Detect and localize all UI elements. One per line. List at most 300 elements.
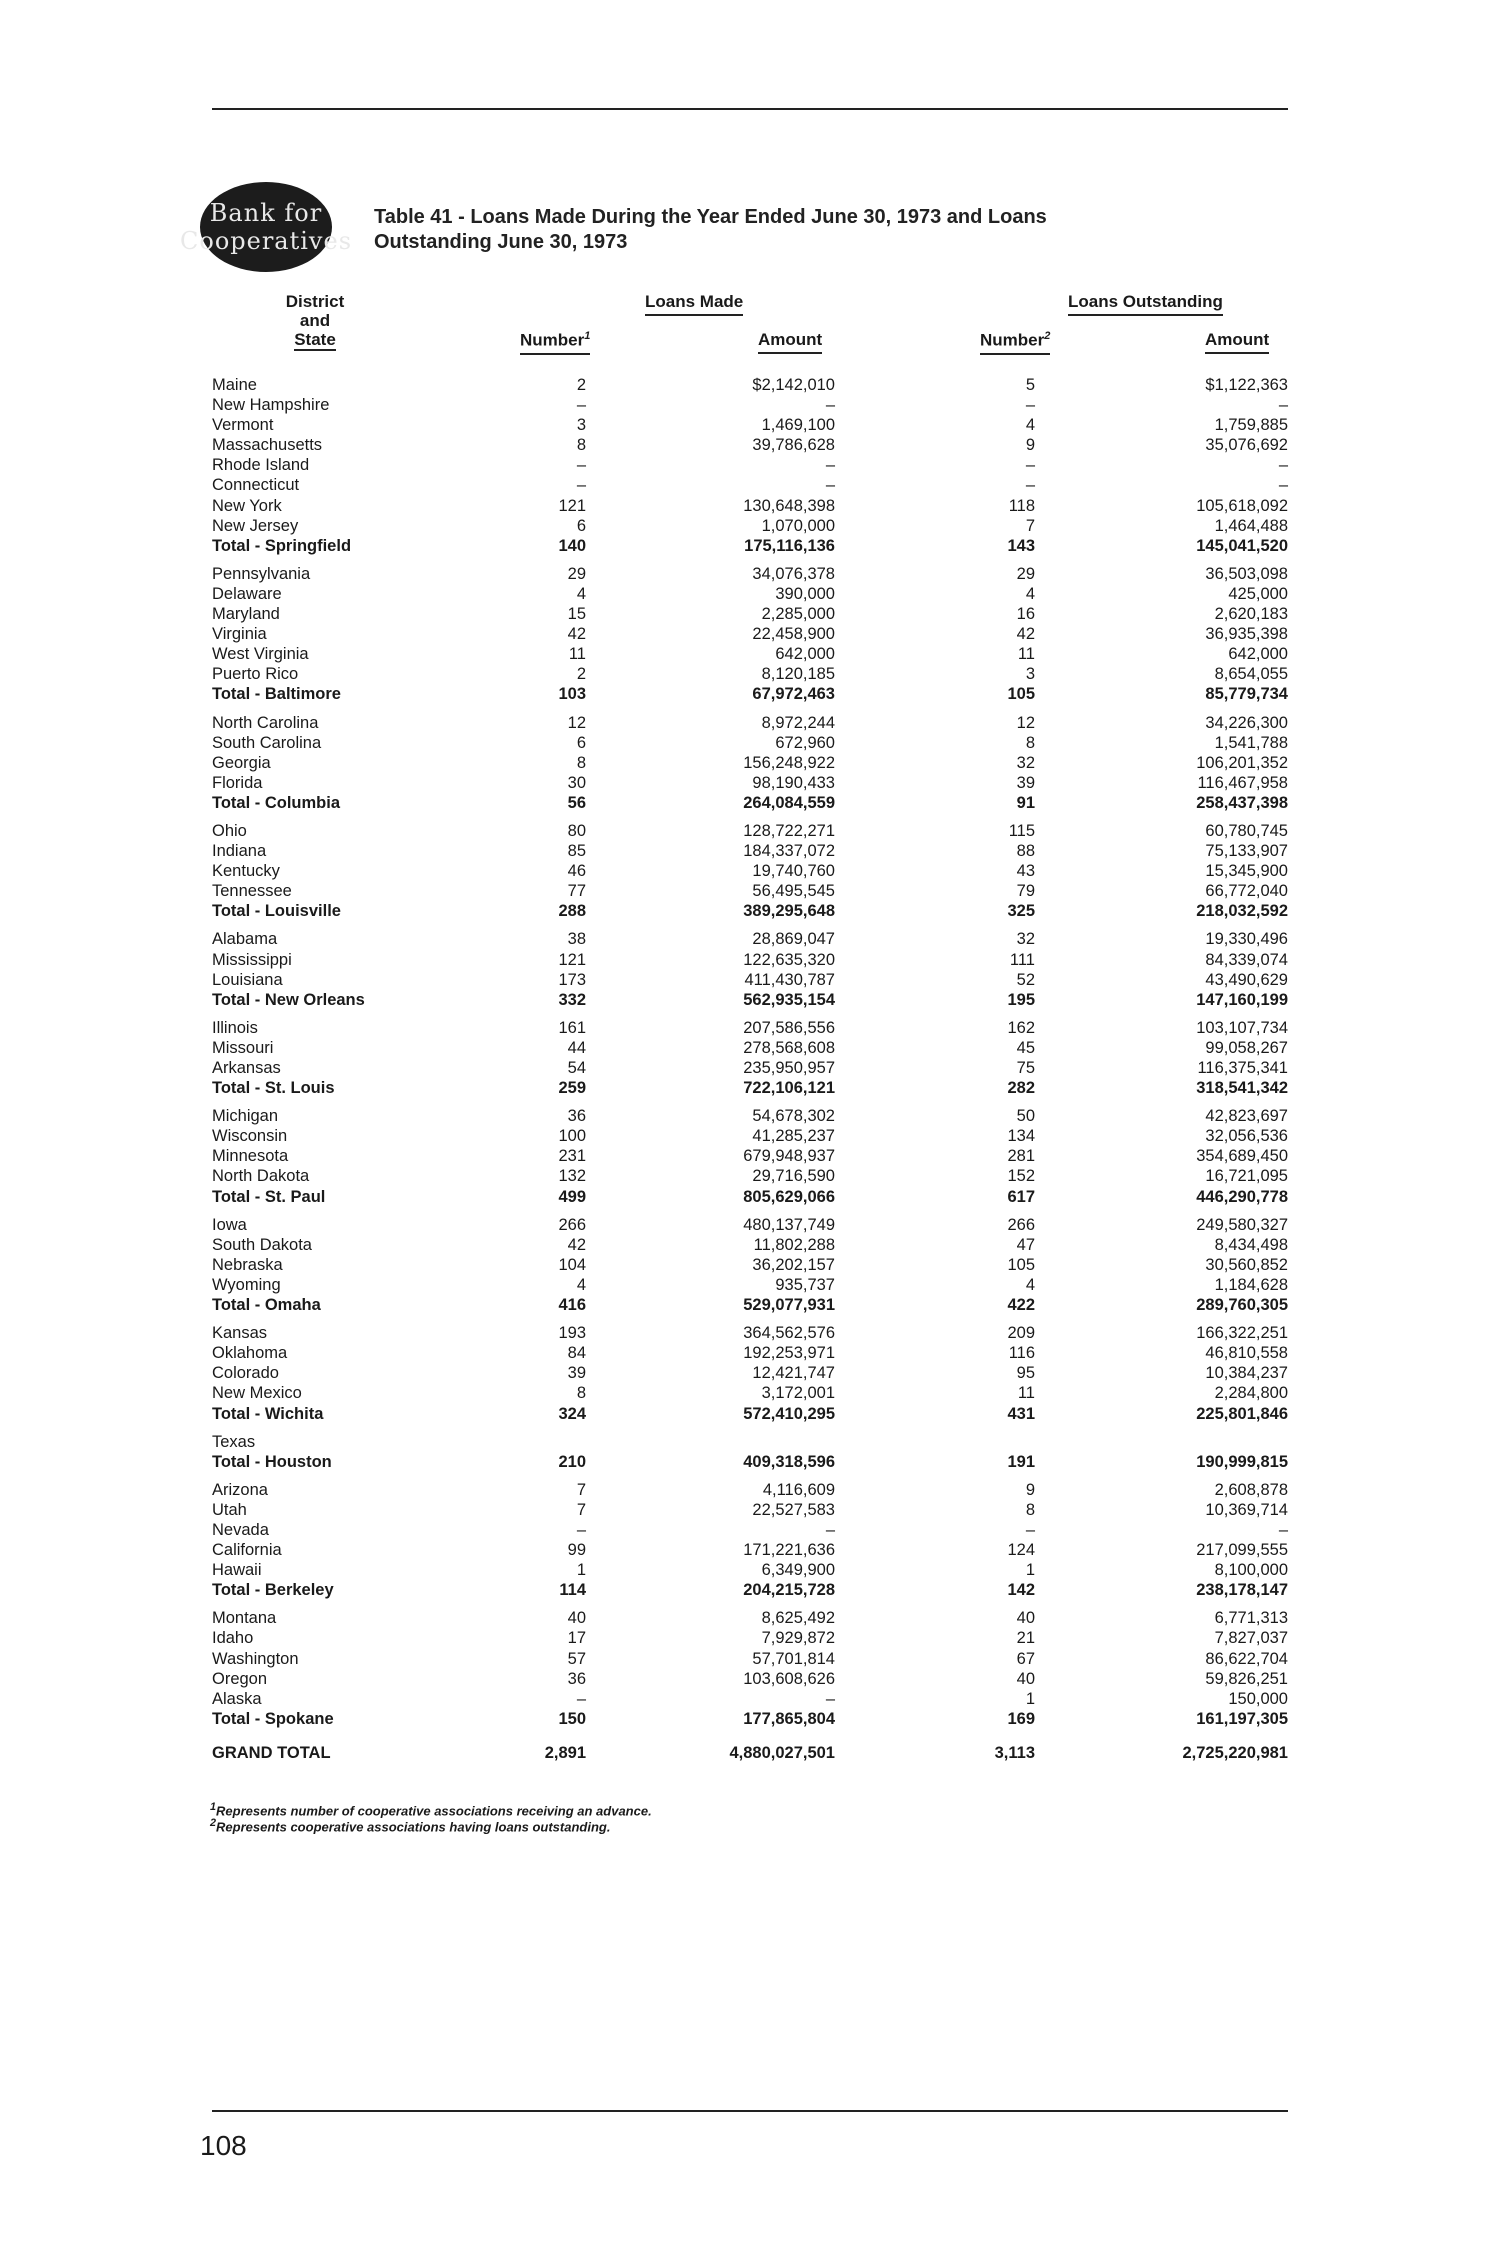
amount-outstanding-cell: 318,541,342 [1196,1079,1288,1098]
amount-outstanding-cell: 7,827,037 [1214,1629,1288,1648]
table-row [0,950,1500,970]
table-row [0,415,1500,435]
number-made-cell: 103 [558,685,586,704]
amount-made-cell: 171,221,636 [743,1541,835,1560]
state-cell: North Dakota [212,1167,310,1186]
amount-outstanding-cell: – [1278,1520,1288,1539]
number-made-cell: 11 [568,645,586,664]
number-made-footnote-mark: 1 [584,330,591,342]
state-cell: Total - New Orleans [212,990,365,1009]
amount-made-cell: 8,625,492 [761,1609,835,1628]
state-cell: Arizona [212,1480,268,1499]
number-outstanding-cell: 21 [1016,1629,1035,1648]
number-outstanding-cell: 4 [1025,584,1035,603]
table-row [0,1038,1500,1058]
amount-outstanding-cell: 42,823,697 [1205,1107,1288,1126]
number-outstanding-cell: 43 [1016,862,1035,881]
amount-outstanding-cell: 60,780,745 [1205,821,1288,840]
number-outstanding-cell: – [1025,476,1035,495]
number-made-cell: 39 [567,1364,586,1383]
table-row [0,516,1500,536]
number-made-cell: 1 [576,1561,586,1580]
amount-outstanding-cell: 2,608,878 [1214,1480,1288,1499]
number-outstanding-cell: 47 [1016,1235,1035,1254]
district-header-line-2: and [299,311,331,330]
number-made-cell: 44 [567,1038,586,1057]
amount-made-cell: 235,950,957 [743,1059,835,1077]
state-cell: South Dakota [212,1235,312,1254]
amount-made-cell: 39,786,628 [752,436,835,455]
number-outstanding-cell: 124 [1007,1541,1035,1560]
amount-outstanding-cell: 8,434,498 [1214,1235,1288,1254]
amount-made-cell: 184,337,072 [743,842,835,861]
amount-outstanding-cell: 32,056,536 [1205,1127,1288,1146]
district-total-row [0,536,1500,556]
table-row [0,881,1500,901]
number-outstanding-cell: 3 [1025,665,1035,684]
amount-outstanding-cell: 225,801,846 [1196,1404,1288,1423]
number-made-cell: 36 [567,1669,586,1688]
number-outstanding-cell: 169 [1007,1709,1035,1728]
amount-made-cell: 679,948,937 [743,1147,835,1166]
number-made-cell: 6 [576,733,586,752]
loans-table-body [0,375,1500,1763]
state-cell: Indiana [212,842,267,861]
amount-outstanding-cell: 35,076,692 [1205,436,1288,455]
number-made-cell: 266 [558,1215,586,1234]
number-made-cell: – [576,456,586,475]
amount-outstanding-cell: 354,689,450 [1196,1147,1288,1166]
table-row [0,435,1500,455]
amount-made-cell: 1,070,000 [761,516,835,535]
number-outstanding-cell: 431 [1007,1404,1035,1423]
amount-made-cell: 8,972,244 [761,713,835,732]
number-outstanding-cell: 152 [1007,1167,1035,1186]
state-cell: Missouri [212,1038,274,1057]
number-outstanding-cell: 42 [1016,625,1035,644]
amount-made-cell: 529,077,931 [743,1296,835,1315]
state-cell: Washington [212,1649,299,1668]
number-made-cell: 121 [558,496,586,515]
amount-made-header: Amount [758,330,822,354]
loans-made-header: Loans Made [645,292,743,316]
amount-outstanding-cell: 106,201,352 [1196,753,1288,772]
state-cell: Massachusetts [212,436,323,455]
bottom-rule [212,2110,1288,2112]
amount-outstanding-cell: 2,725,220,981 [1182,1743,1288,1762]
state-cell: Mississippi [212,950,292,969]
number-made-cell: 4 [576,584,586,603]
district-header-line-3: State [294,330,336,349]
state-cell: Iowa [212,1215,247,1234]
amount-outstanding-cell: 258,437,398 [1196,793,1288,812]
number-made-cell: 8 [576,753,586,772]
amount-made-cell: 36,202,157 [752,1255,835,1274]
number-outstanding-label: Number [980,330,1045,350]
number-outstanding-cell: 16 [1016,605,1035,624]
table-row [0,1540,1500,1560]
state-cell: Texas [212,1432,256,1451]
amount-outstanding-cell: 46,810,558 [1205,1344,1288,1363]
state-cell: Nebraska [212,1255,283,1274]
number-made-cell: 499 [558,1187,586,1206]
amount-made-cell: $2,142,010 [752,376,835,394]
number-made-cell: 36 [567,1107,586,1126]
number-made-cell: 77 [567,882,586,901]
amount-made-cell: 1,469,100 [761,416,835,435]
number-outstanding-cell: – [1025,396,1035,415]
amount-outstanding-cell: 1,541,788 [1214,733,1288,752]
table-row [0,584,1500,604]
table-row [0,1669,1500,1689]
amount-made-cell: 192,253,971 [743,1344,835,1363]
table-row [0,496,1500,516]
table-row [0,604,1500,624]
state-cell: North Carolina [212,713,319,732]
amount-outstanding-cell: 15,345,900 [1205,862,1288,881]
number-outstanding-cell: 209 [1007,1324,1035,1343]
amount-made-cell: 28,869,047 [752,930,835,949]
number-made-cell: 12 [567,713,586,732]
table-row [0,1106,1500,1126]
number-outstanding-cell: 111 [1009,950,1035,969]
state-cell: Total - Spokane [212,1709,334,1728]
amount-made-cell: 56,495,545 [752,882,835,901]
amount-made-cell: 3,172,001 [761,1384,835,1403]
amount-made-cell: 572,410,295 [743,1404,835,1423]
number-outstanding-cell: 105 [1007,685,1035,704]
state-cell: Kentucky [212,862,280,881]
state-cell: Rhode Island [212,456,310,475]
number-outstanding-cell: 266 [1007,1215,1035,1234]
table-row [0,1255,1500,1275]
state-cell: Montana [212,1609,277,1628]
state-cell: New Mexico [212,1384,302,1403]
number-outstanding-cell: 105 [1007,1255,1035,1274]
number-outstanding-cell: 617 [1007,1187,1035,1206]
amount-made-cell: 389,295,648 [743,902,835,921]
table-row [0,1363,1500,1383]
number-outstanding-cell: 115 [1008,821,1035,840]
state-cell: New Jersey [212,516,299,535]
amount-made-cell: 278,568,608 [743,1038,835,1057]
amount-outstanding-cell: 2,620,183 [1214,605,1288,624]
top-rule [212,108,1288,110]
amount-outstanding-cell: 99,058,267 [1205,1038,1288,1057]
table-row [0,1520,1500,1540]
state-cell: Wisconsin [212,1127,288,1146]
amount-outstanding-cell: 34,226,300 [1205,713,1288,732]
amount-made-cell: 409,318,596 [743,1452,835,1471]
number-outstanding-cell: – [1025,456,1035,475]
number-outstanding-cell: 3,113 [994,1743,1035,1762]
district-total-row [0,1187,1500,1207]
table-row [0,1166,1500,1186]
amount-outstanding-header: Amount [1205,330,1269,354]
state-cell: Tennessee [212,882,292,901]
number-made-cell: 210 [558,1452,586,1471]
number-outstanding-cell: 88 [1016,842,1035,861]
table-row [0,455,1500,475]
state-cell: Delaware [212,584,282,603]
number-made-cell: 2,891 [544,1743,586,1762]
district-header [255,292,375,351]
number-made-cell: 140 [558,536,586,555]
amount-made-cell: 128,722,271 [743,821,835,840]
number-made-cell: 173 [558,970,586,989]
table-row [0,664,1500,684]
amount-outstanding-cell: 161,197,305 [1196,1709,1288,1728]
district-total-row [0,1580,1500,1600]
table-row [0,1500,1500,1520]
number-outstanding-cell: 325 [1007,902,1035,921]
state-cell: Colorado [212,1364,279,1383]
table-row [0,733,1500,753]
state-cell: Virginia [212,625,267,644]
number-outstanding-cell: 1 [1025,1689,1035,1708]
amount-made-cell: 390,000 [775,584,835,603]
number-outstanding-cell: 162 [1007,1018,1035,1037]
number-made-cell: 259 [558,1079,586,1098]
amount-outstanding-cell: – [1278,396,1288,415]
amount-made-cell: 264,084,559 [743,793,835,812]
state-cell: West Virginia [212,645,309,664]
amount-made-cell: 41,285,237 [752,1127,835,1146]
amount-made-cell: 2,285,000 [761,605,835,624]
state-cell: New Hampshire [212,396,330,415]
number-made-cell: 40 [567,1609,586,1628]
table-row [0,861,1500,881]
state-cell: Wyoming [212,1275,281,1294]
amount-made-cell: 672,960 [775,733,835,752]
state-cell: Illinois [212,1018,258,1037]
state-cell: Louisiana [212,970,283,989]
number-made-cell: 8 [576,436,586,455]
amount-made-cell: 204,215,728 [743,1581,835,1600]
amount-made-cell: 6,349,900 [761,1561,835,1580]
number-made-cell: 288 [558,902,586,921]
state-cell: Connecticut [212,476,300,495]
amount-made-cell: 130,648,398 [743,496,835,515]
table-row [0,753,1500,773]
amount-made-cell: 4,116,609 [762,1480,835,1499]
number-outstanding-header [980,330,1050,355]
state-cell: Total - Springfield [212,536,352,555]
table-row [0,375,1500,395]
amount-outstanding-cell: – [1278,456,1288,475]
amount-outstanding-cell: 10,384,237 [1205,1364,1288,1383]
amount-made-cell: – [825,1520,835,1539]
amount-made-cell: 22,527,583 [752,1500,835,1519]
number-outstanding-cell: 8 [1025,733,1035,752]
amount-made-cell: 364,562,576 [743,1324,835,1343]
amount-made-cell: – [825,476,835,495]
amount-made-cell: 103,608,626 [743,1669,835,1688]
table-row [0,1560,1500,1580]
table-row [0,713,1500,733]
amount-made-cell: 175,116,136 [744,536,835,555]
number-outstanding-cell: 91 [1016,793,1035,812]
number-made-cell: 6 [576,516,586,535]
amount-made-cell: 7,929,872 [761,1629,835,1648]
number-outstanding-cell: 75 [1016,1059,1035,1077]
amount-made-cell: 480,137,749 [743,1215,835,1234]
amount-made-cell: 54,678,302 [752,1107,835,1126]
amount-made-cell: – [825,456,835,475]
table-row [0,564,1500,584]
amount-outstanding-cell: 145,041,520 [1196,536,1288,555]
loans-outstanding-header: Loans Outstanding [1068,292,1223,316]
table-title: Table 41 - Loans Made During the Year Ended June 30, 1973 and Loans Outstanding June 30, 1973 [374,206,1047,253]
number-made-cell: 4 [576,1275,586,1294]
number-made-cell: – [576,396,586,415]
amount-made-cell: 122,635,320 [743,950,835,969]
number-made-cell: 2 [576,665,586,684]
amount-made-cell: 12,421,747 [752,1364,835,1383]
number-made-cell: 54 [567,1059,586,1077]
number-made-cell: 3 [576,416,586,435]
table-row [0,395,1500,415]
number-made-cell: 7 [576,1480,586,1499]
amount-outstanding-cell: 59,826,251 [1205,1669,1288,1688]
amount-made-cell: 22,458,900 [752,625,835,644]
table-row [0,1275,1500,1295]
number-outstanding-cell: 1 [1025,1561,1035,1580]
state-cell: Total - Baltimore [212,685,341,704]
state-cell: California [212,1541,282,1560]
number-outstanding-cell: 4 [1025,1275,1035,1294]
amount-outstanding-cell: 19,330,496 [1205,930,1288,949]
table-row [0,1480,1500,1500]
table-row [0,1628,1500,1648]
amount-outstanding-cell: 1,464,488 [1214,516,1288,535]
state-cell: Total - Wichita [212,1404,324,1423]
number-outstanding-cell: 29 [1016,564,1035,583]
amount-made-cell: 4,880,027,501 [729,1743,835,1762]
table-row [0,1126,1500,1146]
amount-made-cell: – [825,1689,835,1708]
state-cell: New York [212,496,282,515]
district-total-row [0,1452,1500,1472]
number-outstanding-cell: 52 [1016,970,1035,989]
state-cell: Ohio [212,821,247,840]
amount-made-cell: 34,076,378 [752,564,835,583]
state-cell: Oregon [212,1669,268,1688]
footnote-2-mark: 2 [210,1817,217,1829]
amount-outstanding-cell: 642,000 [1228,645,1288,664]
number-made-cell: 15 [567,605,586,624]
state-cell: Total - Houston [212,1452,332,1471]
state-cell: Alaska [212,1689,262,1708]
table-row [0,1323,1500,1343]
amount-outstanding-cell: 116,467,958 [1197,773,1288,792]
table-row [0,644,1500,664]
table-row [0,773,1500,793]
amount-outstanding-cell: 105,618,092 [1196,496,1288,515]
number-outstanding-cell: 9 [1025,436,1035,455]
amount-outstanding-cell: 86,622,704 [1205,1649,1288,1668]
number-outstanding-cell: 40 [1016,1609,1035,1628]
number-outstanding-cell: 5 [1025,376,1035,394]
number-outstanding-cell: 281 [1007,1147,1035,1166]
state-cell: Alabama [212,930,278,949]
amount-outstanding-cell: 36,935,398 [1205,625,1288,644]
number-made-cell: 121 [558,950,586,969]
state-cell: South Carolina [212,733,322,752]
state-cell: GRAND TOTAL [212,1743,331,1762]
amount-outstanding-cell: 30,560,852 [1205,1255,1288,1274]
number-made-cell: 324 [558,1404,586,1423]
amount-outstanding-cell: 66,772,040 [1205,882,1288,901]
state-cell: Puerto Rico [212,665,299,684]
number-made-cell: 104 [558,1255,586,1274]
amount-outstanding-cell: 16,721,095 [1205,1167,1288,1186]
district-total-row [0,990,1500,1010]
state-cell: Oklahoma [212,1344,288,1363]
amount-made-cell: 19,740,760 [752,862,835,881]
footnote-1-text: Represents number of cooperative associations receiving an advance. [216,1803,652,1819]
state-cell: Total - Louisville [212,902,341,921]
number-outstanding-cell: 142 [1007,1581,1035,1600]
amount-outstanding-cell: 6,771,313 [1214,1609,1288,1628]
number-outstanding-cell: 45 [1016,1038,1035,1057]
table-row [0,1343,1500,1363]
amount-outstanding-cell: 8,654,055 [1214,665,1288,684]
table-row [0,1432,1500,1452]
amount-made-cell: 98,190,433 [752,773,835,792]
number-outstanding-cell: 50 [1016,1107,1035,1126]
number-outstanding-cell: 11 [1017,1384,1035,1403]
amount-outstanding-cell: 147,160,199 [1196,990,1288,1009]
state-cell: Total - Berkeley [212,1581,334,1600]
table-row [0,841,1500,861]
number-made-cell: 8 [576,1384,586,1403]
state-cell: Minnesota [212,1147,289,1166]
district-total-row [0,901,1500,921]
amount-outstanding-cell: 75,133,907 [1205,842,1288,861]
state-cell: Pennsylvania [212,564,311,583]
amount-outstanding-cell: 238,178,147 [1196,1581,1288,1600]
number-made-cell: 416 [558,1296,586,1315]
number-made-cell: 114 [559,1581,586,1600]
amount-outstanding-cell: 218,032,592 [1196,902,1288,921]
amount-outstanding-cell: 166,322,251 [1196,1324,1288,1343]
number-made-cell: 56 [567,793,586,812]
number-made-cell: 42 [567,625,586,644]
table-row [0,1215,1500,1235]
number-outstanding-cell: 7 [1025,516,1035,535]
number-made-label: Number [520,330,585,350]
number-made-cell: 46 [567,862,586,881]
amount-made-cell: 207,586,556 [743,1018,835,1037]
number-made-cell: 132 [558,1167,586,1186]
number-made-cell: 193 [558,1324,586,1343]
logo-line-2: Cooperatives [180,227,353,255]
state-cell: Total - Omaha [212,1296,321,1315]
amount-made-cell: 935,737 [775,1275,835,1294]
district-header-line-1: District [285,292,345,311]
number-outstanding-cell: 67 [1016,1649,1035,1668]
amount-outstanding-cell: 249,580,327 [1196,1215,1288,1234]
state-cell: Idaho [212,1629,254,1648]
number-outstanding-cell: 32 [1016,753,1035,772]
district-total-row [0,1295,1500,1315]
number-made-cell: – [576,1689,586,1708]
amount-outstanding-cell: 8,100,000 [1214,1561,1288,1580]
table-row [0,1058,1500,1078]
number-made-cell: 42 [567,1235,586,1254]
amount-made-cell: 177,865,804 [743,1709,835,1728]
